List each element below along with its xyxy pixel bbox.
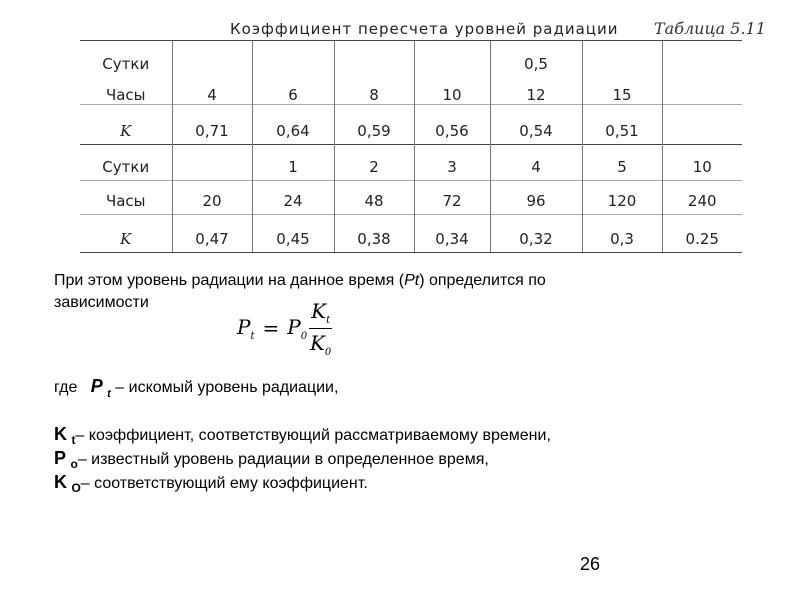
intro-paragraph bbox=[54, 270, 694, 314]
kt-description: – коэффициент, соответствующий рассматриваемому времени, bbox=[75, 427, 551, 444]
formula-denominator: $K_0$ bbox=[309, 330, 332, 358]
formula-fraction bbox=[309, 299, 332, 358]
formula-lhs: $P_t$ bbox=[237, 314, 255, 342]
row-header-cell: Часы bbox=[105, 86, 146, 104]
page-number: 26 bbox=[580, 554, 601, 574]
table-cell bbox=[582, 41, 662, 78]
table-row bbox=[80, 105, 742, 145]
pt-description: – искомый уровень радиации, bbox=[110, 379, 339, 396]
table-cell bbox=[172, 145, 252, 181]
table-cell bbox=[414, 41, 490, 78]
table-cell: 0,5 bbox=[490, 41, 582, 78]
definition-ko bbox=[54, 472, 368, 493]
intro-text-b: ) определится по bbox=[419, 272, 546, 289]
table-cell: 0,34 bbox=[414, 215, 490, 253]
intro-text-line2: зависимости bbox=[54, 294, 149, 311]
po-symbol: P bbox=[54, 448, 67, 468]
table-cell: 4 bbox=[172, 77, 252, 105]
ko-symbol: K bbox=[54, 472, 67, 492]
table-cell: 96 bbox=[490, 181, 582, 215]
table-cell: 0,71 bbox=[172, 105, 252, 145]
table-cell: 240 bbox=[662, 181, 742, 215]
table-cell: 0.25 bbox=[662, 215, 742, 253]
formula-p0: $P_0$ bbox=[287, 314, 308, 342]
table-cell: 15 bbox=[582, 77, 662, 105]
table-label: Таблица 5.11 bbox=[654, 19, 766, 38]
table-cell: 12 bbox=[490, 77, 582, 105]
intro-text-a: При этом уровень радиации на данное время ( bbox=[54, 272, 405, 289]
definition-kt bbox=[54, 424, 551, 445]
table-cell bbox=[334, 41, 414, 78]
formula-equals: = bbox=[262, 316, 280, 340]
table-title: Коэффициент пересчета уровней радиации bbox=[230, 20, 619, 38]
pt-symbol: P bbox=[90, 376, 103, 396]
row-header-cell: Часы bbox=[80, 181, 172, 215]
table-row bbox=[80, 215, 742, 253]
table-cell: 0,51 bbox=[582, 105, 662, 145]
table-row bbox=[80, 41, 742, 78]
table-cell: 0,32 bbox=[490, 215, 582, 253]
ko-subscript: O bbox=[71, 481, 81, 495]
formula-numerator: $K_t$ bbox=[309, 299, 332, 329]
table-cell: 0,59 bbox=[334, 105, 414, 145]
table-cell: 120 bbox=[582, 181, 662, 215]
formula bbox=[237, 296, 332, 360]
table-cell: 2 bbox=[334, 145, 414, 181]
table-cell: 20 bbox=[172, 181, 252, 215]
table-cell: 48 bbox=[334, 181, 414, 215]
definition-po bbox=[54, 448, 489, 469]
table-cell bbox=[662, 105, 742, 145]
table-row bbox=[80, 145, 742, 181]
table-row bbox=[80, 77, 742, 105]
table-cell: 8 bbox=[334, 77, 414, 105]
po-subscript: o bbox=[70, 457, 78, 471]
where-prefix: где bbox=[54, 379, 78, 396]
table-row bbox=[80, 181, 742, 215]
table-cell bbox=[172, 41, 252, 78]
row-header-cell: K bbox=[80, 105, 172, 145]
table-cell: 0,64 bbox=[252, 105, 334, 145]
pt-subscript: t bbox=[107, 388, 111, 400]
row-header-cell: Сутки bbox=[80, 145, 172, 181]
table-cell: 24 bbox=[252, 181, 334, 215]
radiation-coefficient-table bbox=[80, 40, 742, 253]
table-cell: 0,45 bbox=[252, 215, 334, 253]
definition-pt bbox=[54, 376, 339, 400]
ko-description: – соответствующий ему коэффициент. bbox=[80, 475, 368, 492]
table-cell: 0,54 bbox=[490, 105, 582, 145]
table-cell bbox=[662, 77, 742, 105]
kt-symbol: K bbox=[54, 424, 67, 444]
table-cell: 0,38 bbox=[334, 215, 414, 253]
intro-variable: Pt bbox=[404, 272, 420, 289]
kt-subscript: t bbox=[71, 433, 76, 447]
table-cell: 0,3 bbox=[582, 215, 662, 253]
table-cell bbox=[662, 41, 742, 78]
table-cell: 10 bbox=[414, 77, 490, 105]
table-cell: 3 bbox=[414, 145, 490, 181]
table-cell: 72 bbox=[414, 181, 490, 215]
row-header-cell: Сутки bbox=[80, 41, 172, 78]
table-cell: 10 bbox=[662, 145, 742, 181]
table-cell: 5 bbox=[582, 145, 662, 181]
po-description: – известный уровень радиации в определенное время, bbox=[77, 451, 489, 468]
row-header-cell: K bbox=[80, 215, 172, 253]
table-cell: 0,47 bbox=[172, 215, 252, 253]
table-cell: 1 bbox=[252, 145, 334, 181]
table-cell: 0,56 bbox=[414, 105, 490, 145]
table-cell bbox=[252, 41, 334, 78]
table-cell: 4 bbox=[490, 145, 582, 181]
table-cell: 6 bbox=[252, 77, 334, 105]
